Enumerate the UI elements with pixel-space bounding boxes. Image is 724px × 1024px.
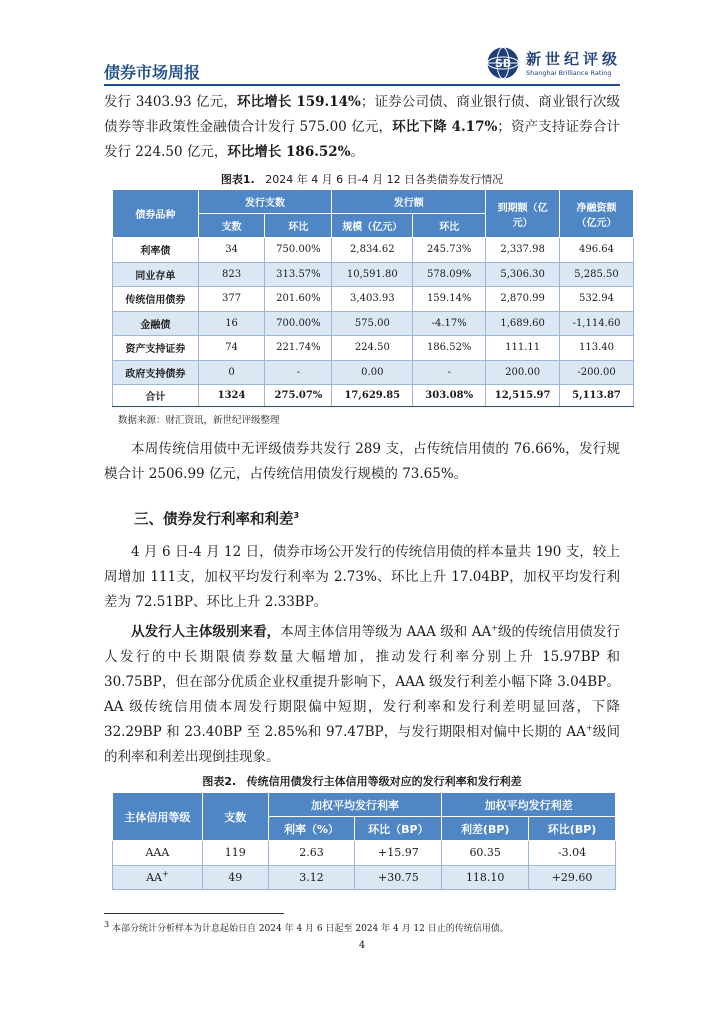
intro-text-4: 。 [350,144,365,160]
header-category: 债券品种 [113,190,199,238]
header-rate: 利率（%） [268,817,355,841]
table-cell: 532.94 [560,287,634,312]
paragraph-ratings-lead: 从发行人主体级别来看， [131,624,281,640]
table-cell: 118.10 [442,865,529,890]
table-cell: 12,515.97 [486,385,560,407]
paragraph-unrated: 本周传统信用债中无评级债券共发行 289 支，占传统信用债的 76.66%，发行规模合计 2506.99 亿元，占传统信用债发行规模的 73.65%。 [104,441,620,482]
table-cell: +29.60 [529,865,616,890]
table-row [113,336,634,361]
table-cell: 2,337.98 [486,238,560,263]
table-cell: 利率债 [113,238,199,263]
table-cell: 496.64 [560,238,634,263]
table-cell: 0 [198,360,265,385]
table-cell: 17,629.85 [332,385,413,407]
table-cell: 5,306.30 [486,262,560,287]
table-cell: 113.40 [560,336,634,361]
table-cell: 2,834.62 [332,238,413,263]
table-cell: 303.08% [413,385,486,407]
table2-caption-label: 图表2. [202,775,237,788]
table-row [113,311,634,336]
table-cell: 578.09% [413,262,486,287]
header-rate-group: 加权平均发行利率 [268,793,442,817]
table-cell: 1324 [198,385,265,407]
table-cell: 同业存单 [113,262,199,287]
table-cell: 资产支持证券 [113,336,199,361]
intro-bold-1: 环比增长 159.14% [236,94,361,110]
table1-source: 数据来源：财汇资讯，新世纪评级整理 [118,415,280,426]
table-cell: 5,285.50 [560,262,634,287]
table1-caption [104,171,620,187]
header-count-chg: 环比 [265,214,332,238]
header-rate-chg: 环比（BP） [355,817,442,841]
table-cell: 合计 [113,385,199,407]
intro-text-1: 发行 3403.93 亿元， [104,94,237,110]
header-amount: 规模（亿元） [332,214,413,238]
grade-text: AAA [145,846,170,860]
table-row [113,865,616,890]
table-cell: 政府支持债券 [113,360,199,385]
plus-sup: + [585,723,593,733]
table-cell: 111.11 [486,336,560,361]
header-count: 支数 [198,214,265,238]
intro-text-3: ；资产支持证券合计发行 224.50 亿元， [104,119,620,160]
table-cell: 60.35 [442,841,529,866]
table-cell: 5,113.87 [560,385,634,407]
table-cell: 575.00 [332,311,413,336]
table-cell: 74 [198,336,265,361]
table-cell: 750.00% [265,238,332,263]
logo-name-en: Shanghai Brilliance Rating [526,69,612,77]
grade-text: AA [146,870,162,884]
logo-mark-text: SB [494,57,512,70]
table-cell: 2,870.99 [486,287,560,312]
table-cell: 700.00% [265,311,332,336]
section-heading [134,508,299,529]
table1-caption-text: 2024 年 4 月 6 日-4 月 12 日各类债券发行情况 [265,173,504,186]
table-cell: 3.12 [268,865,355,890]
header-divider [104,84,620,86]
table-cell: 186.52% [413,336,486,361]
table-cell: - [265,360,332,385]
report-title: 债券市场周报 [104,63,201,82]
paragraph-ratings-text-2: 级的传统信用债发行人发行的中长期限债券数量大幅增加，推动发行利率分别上升 15.97BP 和 30.75BP，但在部分优质企业权重提升影响下，AAA 级发行利差小幅下降 3.04BP。AA 级传统信用债本周发行期限偏中短期，发行利率和发行利差明显回落，下降 32.29BP 和 23.40BP 至 2.85%和 97.47BP，与发行期限相对偏中长期的 AA [104,624,620,740]
table-cell: 377 [198,287,265,312]
header-spread-chg: 环比(BP) [529,817,616,841]
bond-issuance-table [112,189,634,407]
rating-rate-table [112,792,616,890]
header-maturity: 到期额（亿元） [486,190,560,238]
plus-sup: + [491,623,498,633]
table-cell: 275.07% [265,385,332,407]
table-cell: 221.74% [265,336,332,361]
header-spread: 利差(BP) [442,817,529,841]
table-row [113,238,634,263]
table-cell: 119 [202,841,268,866]
table2-caption [104,773,620,789]
table-cell: 313.57% [265,262,332,287]
intro-text-2: ；证券公司债、商业银行债、商业银行次级债券等非政策性金融债合计发行 575.00 亿元， [104,94,620,135]
footnote-divider [104,913,284,914]
grade-sup: + [161,869,169,879]
table-row [113,287,634,312]
paragraph-ratings-text-3: 级间的利率和利差出现倒挂现象。 [104,724,620,765]
logo-name-cn: 新世纪评级 [526,50,622,68]
footnote-ref: 3 [293,511,300,521]
company-logo [486,44,620,82]
intro-paragraph [104,90,620,165]
globe-logo-icon [486,46,520,80]
page-number: 4 [358,940,366,951]
table-cell: 金融债 [113,311,199,336]
section-title: 三、债券发行利率和利差 [134,512,294,528]
table-cell: -3.04 [529,841,616,866]
table-cell: - [413,360,486,385]
paragraph-ratings [104,620,620,770]
table2-caption-text: 传统信用债发行主体信用等级对应的发行利率和发行利差 [246,775,522,788]
table-cell: 3,403.93 [332,287,413,312]
table-row [113,262,634,287]
footnote [104,921,509,934]
table-cell: +15.97 [355,841,442,866]
header-grade: 主体信用等级 [113,793,203,841]
table-row [113,360,634,385]
table-cell: -200.00 [560,360,634,385]
header-net: 净融资额（亿元） [560,190,634,238]
intro-bold-3: 环比增长 186.52% [227,144,351,160]
table-cell [113,841,203,866]
footnote-text: 本部分统计分析样本为计息起始日自 2024 年 4 月 6 日起至 2024 年 4 月 12 日止的传统信用债。 [111,924,509,934]
table-cell: 201.60% [265,287,332,312]
table-cell: 245.73% [413,238,486,263]
table-cell: +30.75 [355,865,442,890]
header-amount-group: 发行额 [332,190,486,214]
table-cell [113,865,203,890]
table-cell: 224.50 [332,336,413,361]
table-cell: 34 [198,238,265,263]
table-cell: 200.00 [486,360,560,385]
footnote-number: 3 [104,920,110,929]
paragraph-ratings-text-1: 本周主体信用等级为 AAA 级和 AA [280,624,492,640]
header-spread-group: 加权平均发行利差 [442,793,616,817]
table-cell: -4.17% [413,311,486,336]
intro-bold-2: 环比下降 4.17% [392,119,498,135]
table-cell: -1,114.60 [560,311,634,336]
table-total-row [113,385,634,407]
table-cell: 2.63 [268,841,355,866]
table-cell: 159.14% [413,287,486,312]
header-count-group: 发行支数 [198,190,332,214]
table-cell: 传统信用债券 [113,287,199,312]
header-count: 支数 [202,793,268,841]
table1-caption-label: 图表1. [220,173,255,186]
table-cell: 16 [198,311,265,336]
table-cell: 823 [198,262,265,287]
table-cell: 49 [202,865,268,890]
header-amount-chg: 环比 [413,214,486,238]
table-row [113,841,616,866]
paragraph-rates: 4 月 6 日-4 月 12 日，债券市场公开发行的传统信用债的样本量共 190 支，较上周增加 111支，加权平均发行利率为 2.73%、环比上升 17.04BP，加权平均发行利差为 72.51BP、环比上升 2.33BP。 [104,544,620,610]
table-cell: 0.00 [332,360,413,385]
table-cell: 1,689.60 [486,311,560,336]
table-cell: 10,591.80 [332,262,413,287]
